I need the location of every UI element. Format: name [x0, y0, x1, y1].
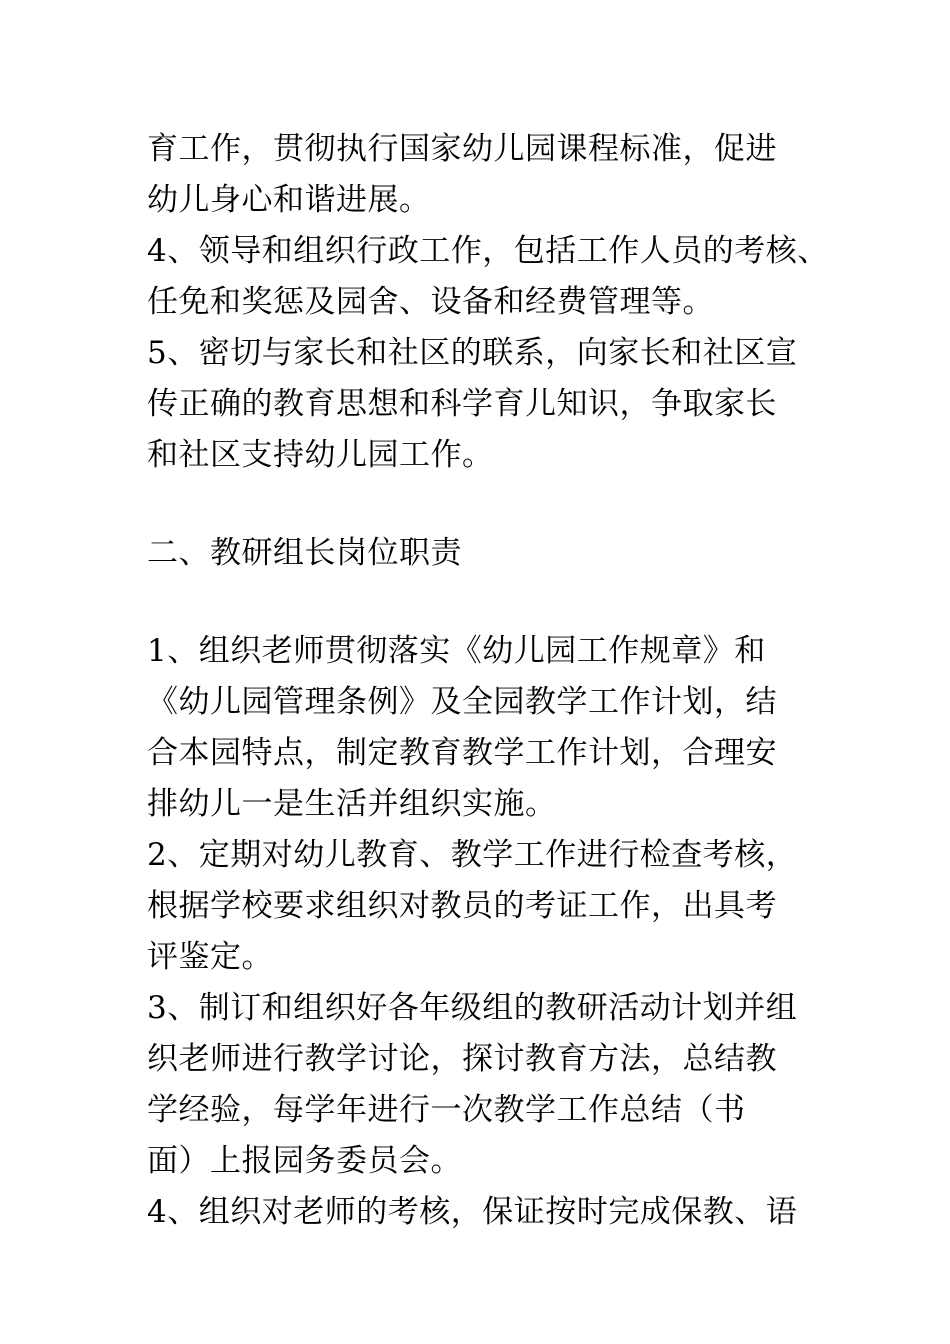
list-item-line: 传正确的教育思想和科学育儿知识，争取家长: [147, 386, 777, 422]
blank-line: [147, 579, 827, 626]
blank-line: [147, 481, 827, 528]
list-item-line: 学经验，每学年进行一次教学工作总结（书: [147, 1092, 746, 1128]
list-item-line: 任免和奖惩及园舍、设备和经费管理等。: [147, 284, 714, 320]
list-item-line: 《幼儿园管理条例》及全园教学工作计划，结: [147, 684, 777, 720]
list-item-line: 5、密切与家长和社区的联系，向家长和社区宣: [147, 335, 798, 371]
list-item-line: 和社区支持幼儿园工作。: [147, 437, 494, 473]
list-item-line: 3、制订和组织好各年级组的教研活动计划并组: [147, 990, 798, 1026]
list-item-line: 排幼儿一是生活并组织实施。: [147, 786, 557, 822]
section-heading: 二、教研组长岗位职责: [147, 535, 462, 571]
list-item-line: 面）上报园务委员会。: [147, 1143, 462, 1179]
document-body: [147, 124, 827, 1238]
list-item-line: 1、组织老师贯彻落实《幼儿园工作规章》和: [147, 633, 766, 669]
list-item-line: 合本园特点，制定教育教学工作计划，合理安: [147, 735, 777, 771]
paragraph-line: 幼儿身心和谐进展。: [147, 182, 431, 218]
list-item-line: 4、组织对老师的考核，保证按时完成保教、语: [147, 1194, 798, 1230]
list-item-line: 根据学校要求组织对教员的考证工作，出具考: [147, 888, 777, 924]
list-item-line: 评鉴定。: [147, 939, 273, 975]
paragraph-line: 育工作，贯彻执行国家幼儿园课程标准，促进: [147, 131, 777, 167]
list-item-line: 4、领导和组织行政工作，包括工作人员的考核、: [147, 233, 829, 269]
list-item-line: 织老师进行教学讨论，探讨教育方法，总结教: [147, 1041, 777, 1077]
list-item-line: 2、定期对幼儿教育、教学工作进行检查考核，: [147, 837, 798, 873]
